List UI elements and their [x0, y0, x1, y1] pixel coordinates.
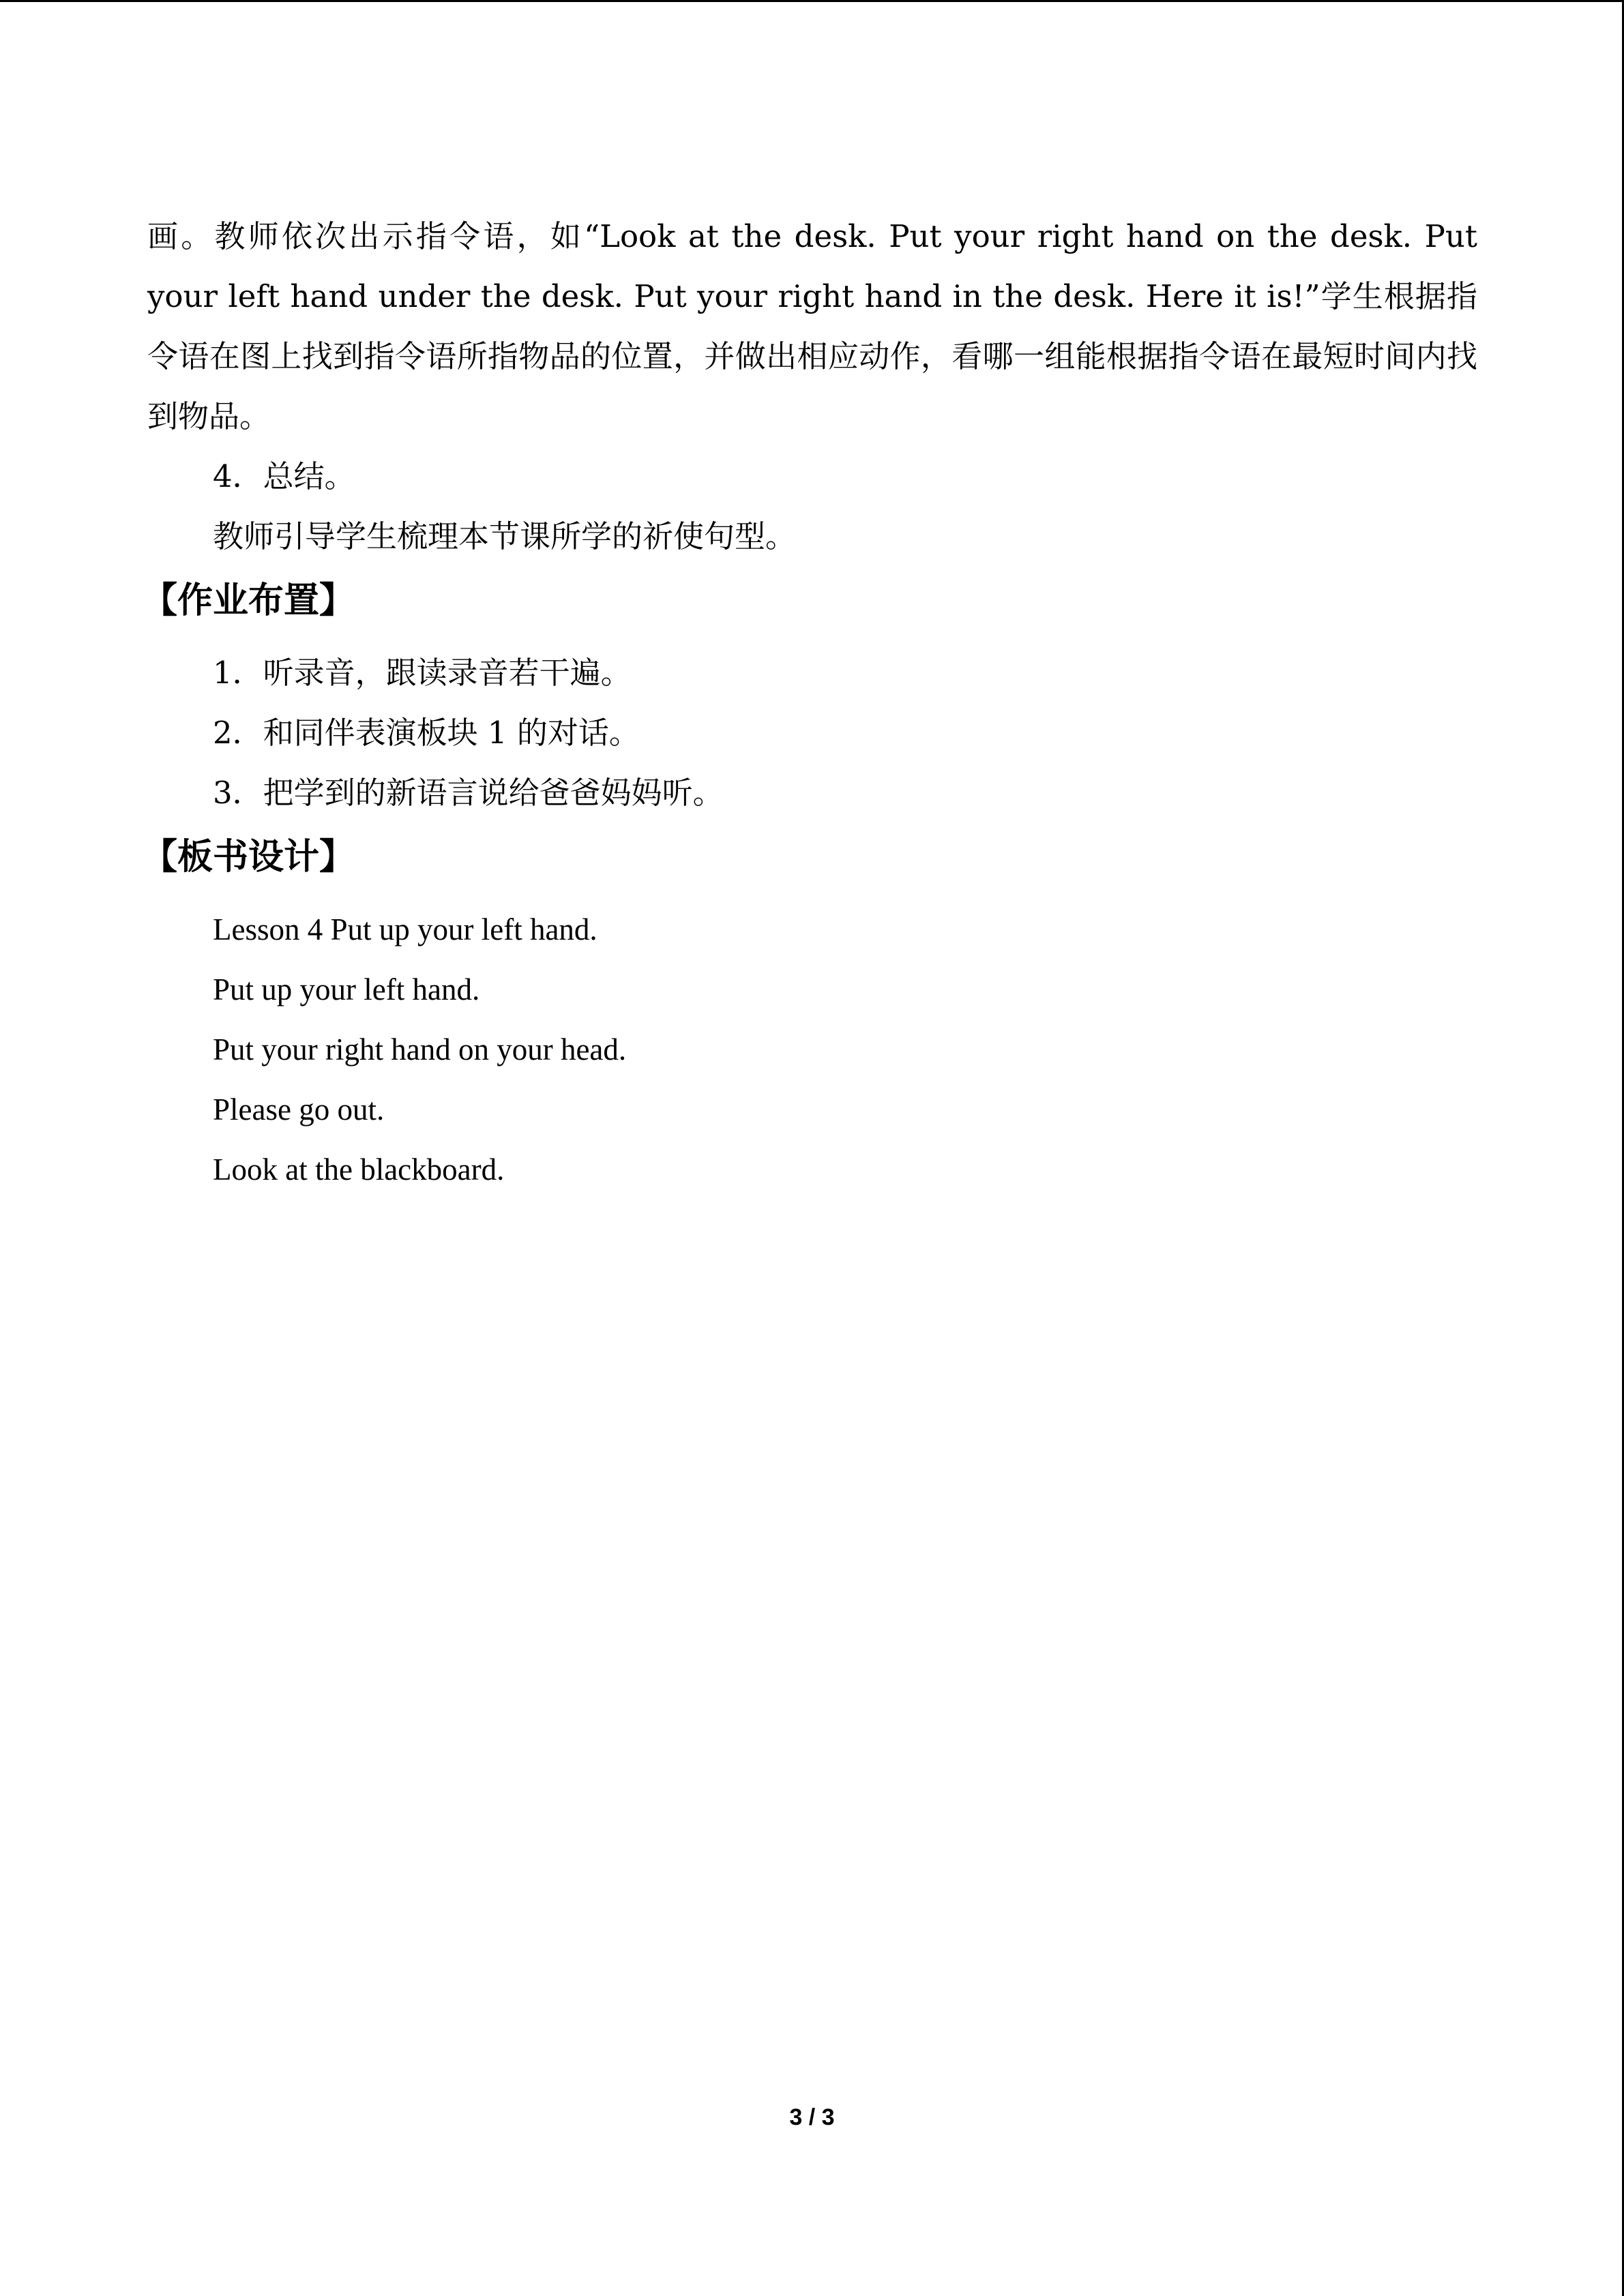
board-line-1: Lesson 4 Put up your left hand. — [213, 912, 597, 946]
board-design-heading: 【板书设计】 — [142, 837, 355, 878]
step-4-text: 教师引导学生梳理本节课所学的祈使句型。 — [213, 518, 797, 554]
board-line-2: Put up your left hand. — [213, 972, 480, 1007]
homework-item-2: 2．和同伴表演板块 1 的对话。 — [213, 715, 640, 751]
step-4-title: 4．总结。 — [213, 458, 355, 494]
homework-item-1: 1．听录音，跟读录音若干遍。 — [213, 655, 632, 691]
board-line-5: Look at the blackboard. — [213, 1152, 505, 1187]
homework-item-3: 3．把学到的新语言说给爸爸妈妈听。 — [213, 775, 724, 811]
board-line-4: Please go out. — [213, 1092, 385, 1127]
board-design-lines — [147, 899, 1477, 1199]
homework-list — [147, 643, 1477, 823]
board-line-3: Put your right hand on your head. — [213, 1032, 627, 1067]
page-number: 3 / 3 — [789, 2104, 835, 2130]
homework-heading: 【作业布置】 — [142, 580, 355, 621]
document-content — [142, 207, 1477, 1199]
activity-paragraph: 画。教师依次出示指令语，如“Look at the desk. Put your right hand on the desk. Put your left hand under the desk. Put your right hand in the desk. Here it is!”学生根据指令语在图上找到指令语所指物品的位置，并做出相应动作，看哪一组能根据指令语在最短时间内找到物品。 — [147, 218, 1477, 434]
